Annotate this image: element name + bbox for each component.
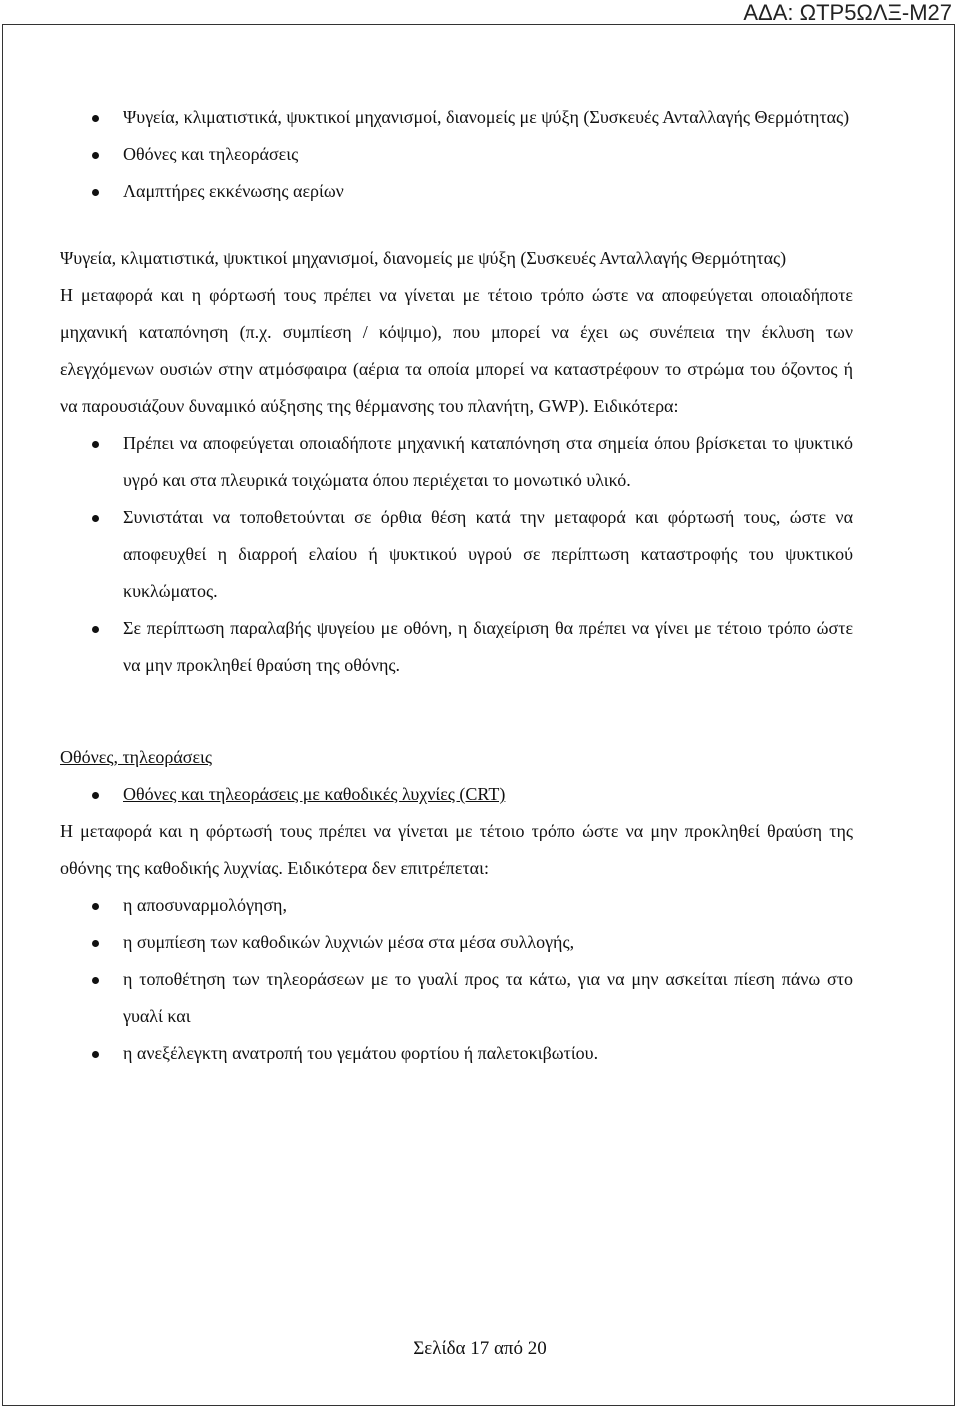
list-item: Ψυγεία, κλιματιστικά, ψυκτικοί μηχανισμοί, διανομείς με ψύξη (Συσκευές Ανταλλαγής Θερμότητας) xyxy=(60,99,853,136)
section-title-screens: Οθόνες, τηλεοράσεις xyxy=(60,747,213,767)
list-item: η αποσυναρμολόγηση, xyxy=(60,887,853,924)
list-item: Πρέπει να αποφεύγεται οποιαδήποτε μηχανική καταπόνηση στα σημεία όπου βρίσκεται το ψυκτικό υγρό και στα πλευρικά τοιχώματα όπου περιέχεται το μονωτικό υλικό. xyxy=(60,425,853,499)
ada-code: ΑΔΑ: ΩΤΡ5ΩΛΞ-Μ27 xyxy=(743,0,952,25)
list-item: Συνιστάται να τοποθετούνται σε όρθια θέση κατά την μεταφορά και φόρτωσή τους, ώστε να αποφευχθεί η διαρροή ελαίου ή ψυκτικού υγρού σε περίπτωση καταστροφής του ψυκτικού κυκλώματος. xyxy=(60,499,853,610)
list-item: Λαμπτήρες εκκένωσης αερίων xyxy=(60,173,853,210)
list-item: η ανεξέλεγκτη ανατροπή του γεμάτου φορτίου ή παλετοκιβωτίου. xyxy=(60,1035,853,1072)
paragraph-refrigerators: Η μεταφορά και η φόρτωσή τους πρέπει να γίνεται με τέτοιο τρόπο ώστε να αποφεύγεται οποιαδήποτε μηχανική καταπόνηση (π.χ. συμπίεση / κόψιμο), που μπορεί να έχει ως συνέπεια την έκλυση των ελεγχόμενων ουσιών στην ατμόσφαιρα (αέρια τα οποία μπορεί να καταστρέφουν το στρώμα του όζοντος ή να παρουσιάζουν δυναμικό αύξησης της θέρμανσης του πλανήτη, GWP). Ειδικότερα: xyxy=(60,285,853,416)
refrigerators-list xyxy=(60,425,853,684)
page-number: Σελίδα 17 από 20 xyxy=(413,1338,547,1359)
list-item: Οθόνες και τηλεοράσεις xyxy=(60,136,853,173)
paragraph-screens: Η μεταφορά και η φόρτωσή τους πρέπει να γίνεται με τέτοιο τρόπο ώστε να μην προκληθεί θραύση της οθόνης της καθοδικής λυχνίας. Ειδικότερα δεν επιτρέπεται: xyxy=(60,821,853,878)
intro-list xyxy=(60,99,853,210)
list-item: Σε περίπτωση παραλαβής ψυγείου με οθόνη, η διαχείριση θα πρέπει να γίνει με τέτοιο τρόπο ώστε να μην προκληθεί θραύση της οθόνης. xyxy=(60,610,853,684)
document-body xyxy=(60,99,853,1072)
section-subtitle-crt: Οθόνες και τηλεοράσεις με καθοδικές λυχνίες (CRT) xyxy=(60,776,853,813)
screens-subtitle-list xyxy=(60,776,853,813)
list-item: η συμπίεση των καθοδικών λυχνιών μέσα στα μέσα συλλογής, xyxy=(60,924,853,961)
section-title-refrigerators: Ψυγεία, κλιματιστικά, ψυκτικοί μηχανισμοί, διανομείς με ψύξη (Συσκευές Ανταλλαγής Θερμότητας) xyxy=(60,248,787,268)
screens-list xyxy=(60,887,853,1072)
list-item: η τοποθέτηση των τηλεοράσεων με το γυαλί προς τα κάτω, για να μην ασκείται πίεση πάνω στο γυαλί και xyxy=(60,961,853,1035)
